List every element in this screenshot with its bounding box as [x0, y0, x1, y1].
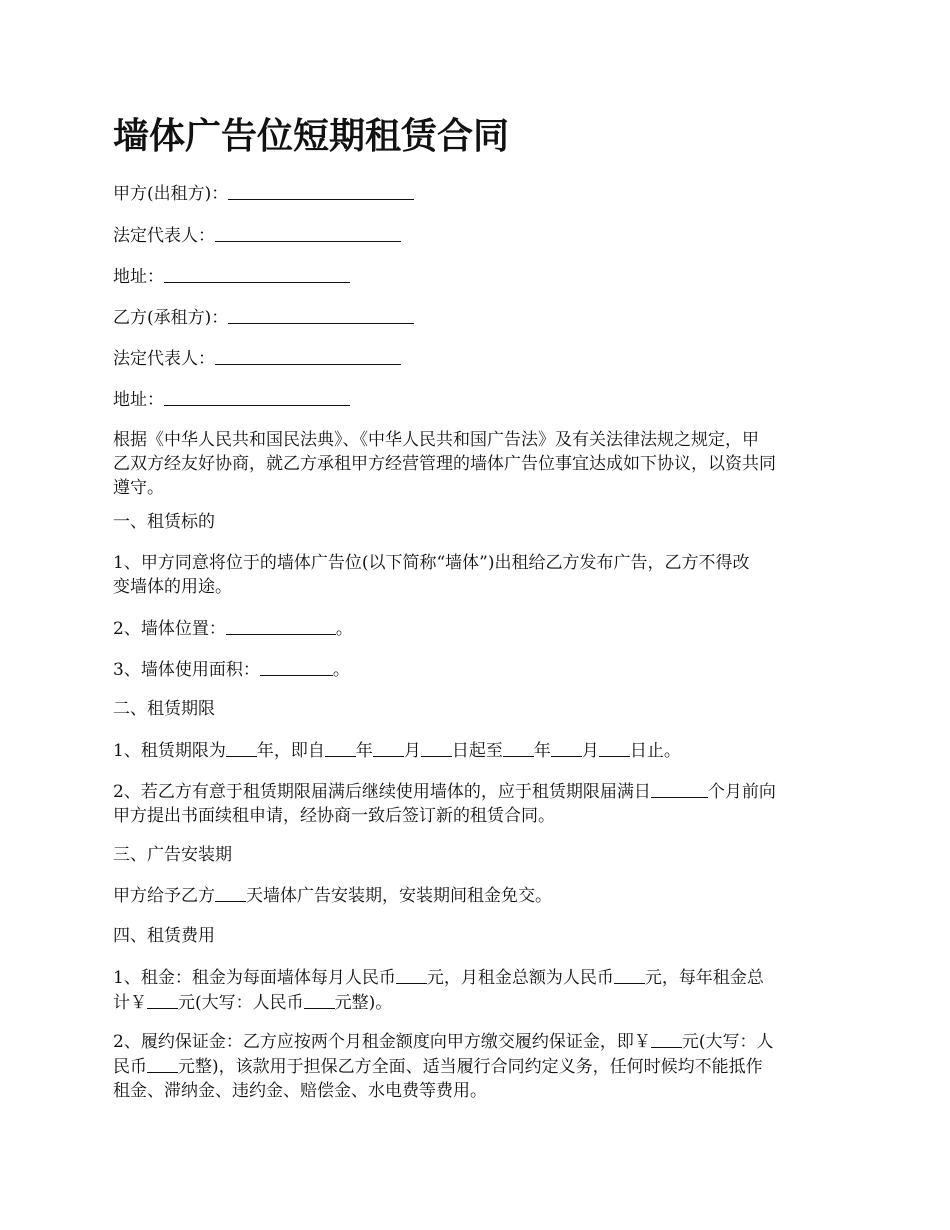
intro-line: 遵守。 [113, 478, 164, 498]
rep-a-blank [215, 224, 401, 242]
annual-rent-words-blank [304, 991, 335, 1009]
text-fragment: 年 [355, 741, 373, 761]
text-fragment: 计￥ [113, 993, 147, 1013]
text-fragment: 天墙体广告安装期，安装期间租金免交。 [246, 886, 552, 906]
text-fragment: 元(大写：人 [681, 1032, 774, 1052]
rep-b-line [113, 346, 838, 371]
text-fragment: 1、租金：租金为每面墙体每月人民币 [113, 968, 396, 988]
party-b-blank [228, 306, 414, 324]
item-line: 变墙体的用途。 [113, 577, 232, 597]
text-fragment: 元整)。 [334, 993, 393, 1013]
party-a-line [113, 181, 838, 206]
section-4-item-2 [113, 1029, 838, 1103]
document-title: 墙体广告位短期租赁合同 [113, 115, 510, 157]
section-1-heading: 一、租赁标的 [113, 512, 215, 532]
addr-b-label: 地址： [113, 390, 164, 410]
section-2-heading: 二、租赁期限 [113, 699, 215, 719]
addr-b-line [113, 387, 838, 412]
text-fragment: 1、租赁期限为 [113, 741, 226, 761]
end-month-blank [551, 739, 582, 757]
item-line [113, 1054, 838, 1079]
item-line [113, 990, 838, 1015]
text-fragment: 2、履约保证金：乙方应按两个月租金额度向甲方缴交履约保证金，即￥ [113, 1032, 651, 1052]
section-4-item-1 [113, 965, 838, 1015]
deposit-blank [651, 1030, 682, 1048]
section-1-item-2 [113, 616, 838, 641]
text-fragment: 日止。 [629, 741, 681, 761]
party-b-line [113, 305, 838, 330]
addr-a-blank [164, 265, 350, 283]
item-line: 1、甲方同意将位于的墙体广告位(以下简称“墙体”)出租给乙方发布广告，乙方不得改 [113, 553, 750, 573]
party-a-blank [228, 182, 414, 200]
text-fragment: 元(大写：人民币 [178, 993, 304, 1013]
wall-location-label: 2、墙体位置： [113, 619, 226, 639]
rep-b-label: 法定代表人： [113, 349, 215, 369]
section-3-item [113, 883, 838, 908]
term-years-blank [226, 739, 257, 757]
rep-a-line [113, 223, 838, 248]
text-fragment: 元整)，该款用于担保乙方全面、适当履行合同约定义务，任何时候均不能抵作 [178, 1057, 763, 1077]
start-year-blank [325, 739, 356, 757]
text-fragment: 民币 [113, 1057, 147, 1077]
intro-paragraph [113, 428, 838, 500]
monthly-rent-blank [396, 966, 427, 984]
text-fragment: 年，即自 [256, 741, 325, 761]
party-a-label: 甲方(出租方)： [113, 184, 229, 204]
start-day-blank [421, 739, 452, 757]
wall-location-blank [226, 617, 336, 635]
rep-a-label: 法定代表人： [113, 226, 215, 246]
item-line: 租金、滞纳金、违约金、赔偿金、水电费等费用。 [113, 1081, 487, 1101]
section-2-item-1 [113, 738, 838, 763]
intro-line: 乙双方经友好协商，就乙方承租甲方经营管理的墙体广告位事宜达成如下协议，以资共同 [113, 454, 776, 474]
end-day-blank [599, 739, 630, 757]
monthly-total-blank [614, 966, 645, 984]
item-line [113, 779, 838, 804]
wall-area-blank [260, 658, 333, 676]
rep-b-blank [215, 347, 401, 365]
section-3-heading: 三、广告安装期 [113, 845, 232, 865]
annual-rent-blank [147, 991, 178, 1009]
text-fragment: 个月前向 [707, 782, 776, 802]
section-1-item-3 [113, 657, 838, 682]
text-fragment: 年 [533, 741, 551, 761]
addr-b-blank [164, 388, 350, 406]
text-fragment: 月 [403, 741, 421, 761]
end-year-blank [503, 739, 534, 757]
wall-area-label: 3、墙体使用面积： [113, 660, 260, 680]
text-fragment: 元，月租金总额为人民币 [426, 968, 614, 988]
section-1-item-1 [113, 551, 838, 599]
period-mark: 。 [335, 619, 353, 639]
period-mark: 。 [332, 660, 350, 680]
section-2-item-2 [113, 779, 838, 828]
text-fragment: 2、若乙方有意于租赁期限届满后继续使用墙体的，应于租赁期限届满日 [113, 782, 651, 802]
start-month-blank [373, 739, 404, 757]
section-4-heading: 四、租赁费用 [113, 926, 215, 946]
deposit-words-blank [147, 1055, 178, 1073]
item-line [113, 965, 838, 990]
addr-a-label: 地址： [113, 267, 164, 287]
addr-a-line [113, 264, 838, 289]
item-line: 甲方提出书面续租申请，经协商一致后签订新的租赁合同。 [113, 806, 555, 826]
renewal-months-blank [651, 780, 708, 798]
item-line [113, 1029, 838, 1054]
text-fragment: 日起至 [451, 741, 503, 761]
text-fragment: 元，每年租金总 [644, 968, 764, 988]
install-days-blank [215, 884, 246, 902]
text-fragment: 甲方给予乙方 [113, 886, 215, 906]
party-b-label: 乙方(承租方)： [113, 308, 229, 328]
intro-line: 根据《中华人民共和国民法典》、《中华人民共和国广告法》及有关法律法规之规定，甲 [113, 430, 759, 450]
text-fragment: 月 [581, 741, 599, 761]
